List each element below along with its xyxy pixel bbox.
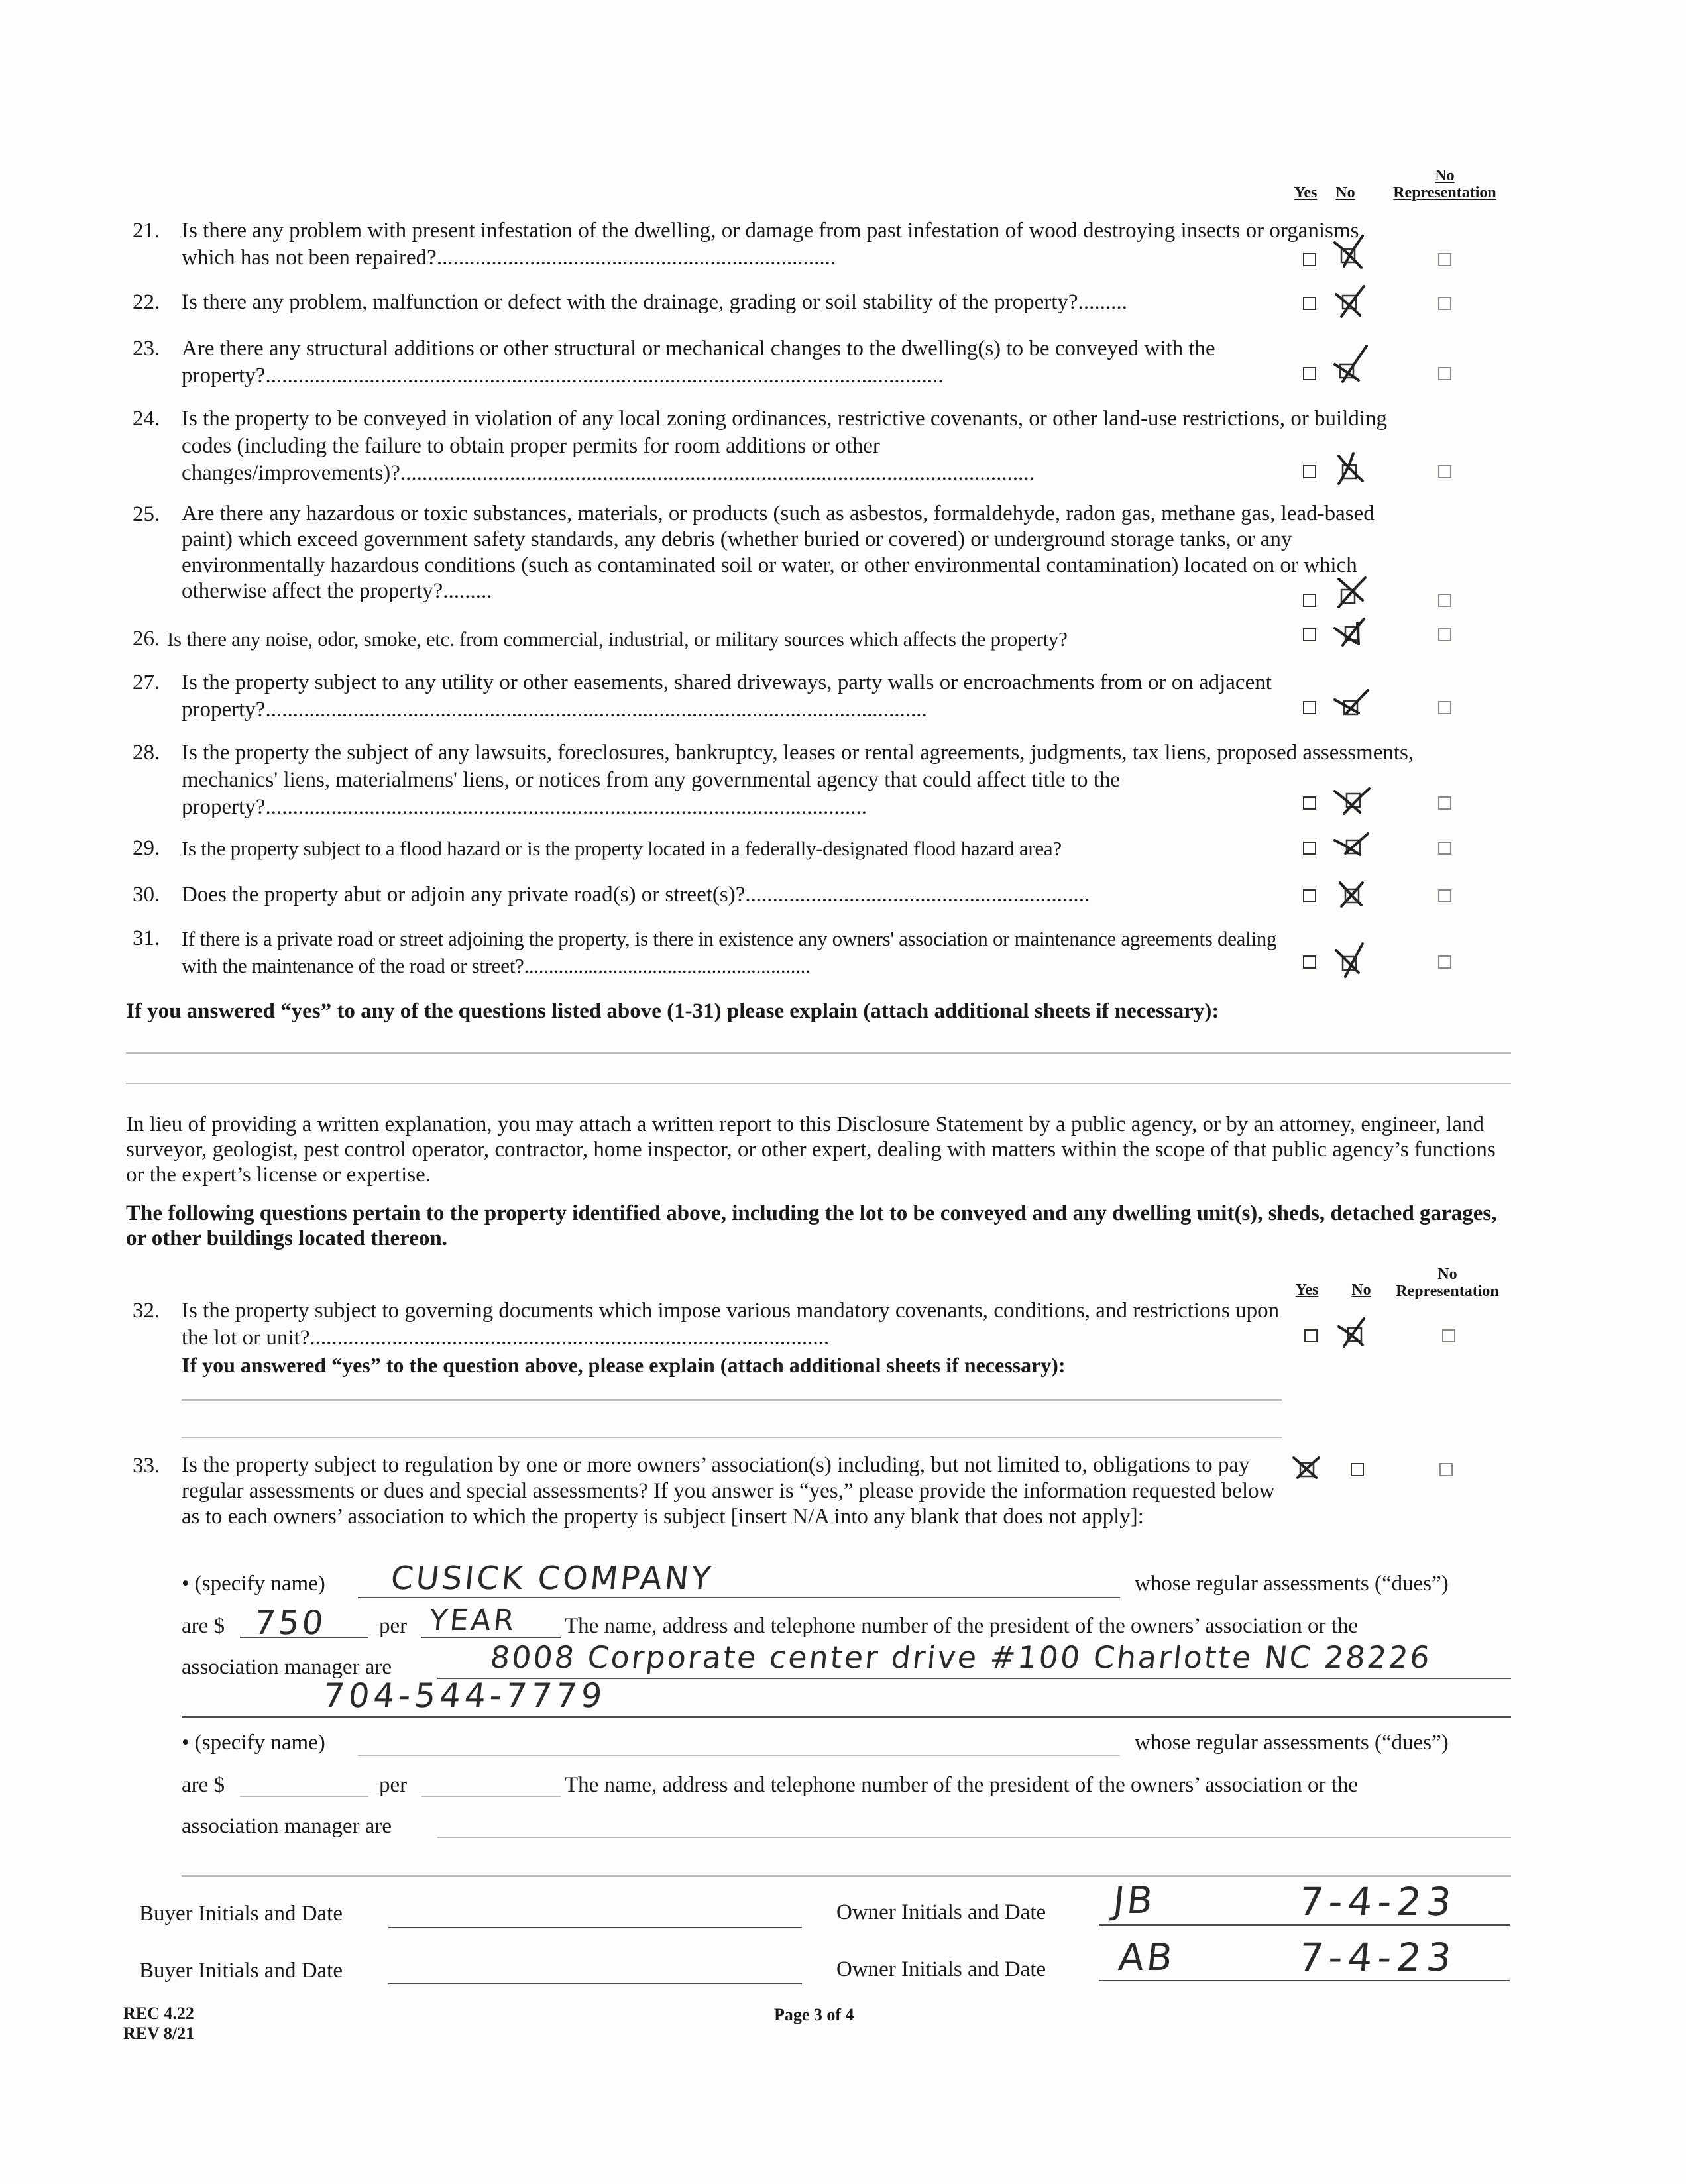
q32-norep-checkbox[interactable] xyxy=(1442,1329,1455,1342)
question-number: 24. xyxy=(133,407,160,431)
question-text: Is there any problem with present infestation of the dwelling, or damage from past infestation of wood destroying insects or organisms which has not been repaired?......................................................................... xyxy=(182,219,1359,270)
owner1-label: Owner Initials and Date xyxy=(836,1900,1046,1924)
q26-norep-checkbox[interactable] xyxy=(1438,628,1451,641)
q33-yes-checkmark[interactable] xyxy=(1291,1451,1333,1490)
assoc1-name-input[interactable]: CUSICK COMPANY xyxy=(389,1560,716,1597)
lieu-paragraph: In lieu of providing a written explanation, you may attach a written report to this Disclosure Statement by a public agency, or by an attorney, engineer, land surveyor, geologist, pest control operator, contractor, home inspector, or other expert, dealing with matters within the scope of that public agency’s functions or the expert’s license or expertise. xyxy=(126,1113,1496,1187)
buyer1-label: Buyer Initials and Date xyxy=(139,1902,343,1926)
q33-no-checkbox[interactable] xyxy=(1351,1463,1364,1476)
q28-yes-checkbox[interactable] xyxy=(1303,796,1316,810)
q25-yes-checkbox[interactable] xyxy=(1303,594,1316,607)
col-norep-line2: Representation xyxy=(1396,1283,1499,1300)
assoc2-manager-label: association manager are xyxy=(182,1814,392,1838)
assoc1-period-input[interactable]: YEAR xyxy=(427,1604,519,1637)
assoc2-address-line-2[interactable] xyxy=(182,1875,1511,1877)
col-yes-header: Yes xyxy=(1294,184,1318,201)
q25-no-checkmark[interactable] xyxy=(1332,574,1375,612)
q30-yes-checkbox[interactable] xyxy=(1303,889,1316,902)
q21-norep-checkbox[interactable] xyxy=(1438,253,1451,266)
question-text: Is the property the subject of any lawsuits, foreclosures, bankruptcy, leases or rental agreements, judgments, tax liens, proposed assessments, mechanics' liens, materialmens' liens, or notices from any governmental agency that could affect title to the property?.............................................................................................................. xyxy=(182,741,1414,819)
question-text: Is there any noise, odor, smoke, etc. from commercial, industrial, or military sources which affects the property? xyxy=(167,628,1068,651)
question-text: Is the property subject to a flood hazard or is the property located in a federally-designated flood hazard area? xyxy=(182,837,1062,860)
assoc2-specify-label: • (specify name) xyxy=(182,1731,325,1755)
question-number: 30. xyxy=(133,883,160,906)
assoc1-address-input[interactable]: 8008 Corporate center drive #100 Charlotte NC 28226 xyxy=(488,1639,1433,1675)
q31-yes-checkbox[interactable] xyxy=(1303,956,1316,969)
question-number: 21. xyxy=(133,219,160,243)
q27-yes-checkbox[interactable] xyxy=(1303,701,1316,714)
q32-explain-line-2[interactable] xyxy=(182,1437,1282,1438)
form-code xyxy=(123,2004,194,2044)
q31-norep-checkbox[interactable] xyxy=(1438,956,1451,969)
q29-norep-checkbox[interactable] xyxy=(1438,842,1451,855)
owner2-line xyxy=(1099,1980,1510,1981)
assoc1-per-label: per xyxy=(379,1614,408,1638)
q22-no-checkmark[interactable] xyxy=(1332,282,1375,321)
assoc2-are-label: are $ xyxy=(182,1773,225,1797)
q27-norep-checkbox[interactable] xyxy=(1438,701,1451,714)
col-norep-line1: No xyxy=(1435,167,1455,184)
q32-no-checkmark[interactable] xyxy=(1335,1316,1377,1354)
question-number: 23. xyxy=(133,337,160,360)
assoc2-per-label: per xyxy=(379,1773,408,1797)
question-text: Is the property subject to regulation by one or more owners’ association(s) including, but not limited to, obligations to pay regular assessments or dues and special assessments? If you answer is “yes,” please provide the information requested below as to each owners’ association to which the property is subject [insert N/A into any blank that does not apply]: xyxy=(182,1453,1275,1529)
assoc2-address-line[interactable] xyxy=(437,1837,1511,1838)
q28-norep-checkbox[interactable] xyxy=(1438,796,1451,810)
col-norep-line2: Representation xyxy=(1393,184,1496,201)
buyer1-line[interactable] xyxy=(388,1927,802,1928)
q31-no-checkmark[interactable] xyxy=(1332,942,1375,981)
buyer2-label: Buyer Initials and Date xyxy=(139,1959,343,1983)
col-norep-line1: No xyxy=(1437,1266,1457,1283)
q32-explain-line-1[interactable] xyxy=(182,1399,1282,1401)
question-text: Are there any structural additions or other structural or mechanical changes to the dwelling(s) to be conveyed with the property?............................................................................................................................ xyxy=(182,337,1215,388)
following-paragraph: The following questions pertain to the property identified above, including the lot to be conveyed and any dwelling unit(s), sheds, detached garages, or other buildings located thereon. xyxy=(126,1201,1497,1250)
owner2-date-input[interactable]: 7-4-23 xyxy=(1296,1935,1459,1980)
q30-norep-checkbox[interactable] xyxy=(1438,889,1451,902)
explain-line-1[interactable] xyxy=(126,1052,1511,1054)
q22-norep-checkbox[interactable] xyxy=(1438,297,1451,310)
q29-yes-checkbox[interactable] xyxy=(1303,842,1316,855)
q23-no-checkmark[interactable] xyxy=(1332,345,1375,383)
q27-no-checkmark[interactable] xyxy=(1332,685,1375,724)
question-text: If there is a private road or street adjoining the property, is there in existence any owners' association or maintenance agreements dealing with the maintenance of the road or street?.......................................................... xyxy=(182,927,1277,977)
explain-heading: If you answered “yes” to any of the questions listed above (1-31) please explain (attach additional sheets if necessary): xyxy=(126,999,1219,1023)
assoc1-amount-input[interactable]: 750 xyxy=(252,1604,328,1642)
assoc1-name-line xyxy=(358,1597,1120,1598)
explain-line-2[interactable] xyxy=(126,1083,1511,1084)
question-text: Is the property subject to any utility or other easements, shared driveways, party walls or encroachments from or on adjacent property?......................................................................................................................... xyxy=(182,671,1272,722)
q26-no-checkmark[interactable] xyxy=(1332,616,1375,655)
q21-yes-checkbox[interactable] xyxy=(1303,253,1316,266)
assoc2-amount-line[interactable] xyxy=(240,1796,368,1797)
page-number: Page 3 of 4 xyxy=(774,2005,854,2024)
owner2-label: Owner Initials and Date xyxy=(836,1957,1046,1981)
q29-no-checkmark[interactable] xyxy=(1332,827,1375,865)
owner1-initials-input[interactable]: JB xyxy=(1111,1879,1158,1922)
q24-yes-checkbox[interactable] xyxy=(1303,465,1316,478)
question-number: 32. xyxy=(133,1299,160,1323)
q30-no-checkmark[interactable] xyxy=(1332,877,1375,916)
assoc1-phone-input[interactable]: 704-544-7779 xyxy=(321,1676,608,1715)
question-number: 22. xyxy=(133,290,160,314)
col-norep-header-2 xyxy=(1388,1266,1507,1300)
col-no-header: No xyxy=(1335,184,1355,201)
q23-norep-checkbox[interactable] xyxy=(1438,367,1451,380)
form-code-text: REC 4.22 xyxy=(123,2004,194,2023)
assoc2-president-text: The name, address and telephone number of the president of the owners’ association or the xyxy=(565,1773,1359,1797)
assoc1-specify-label: • (specify name) xyxy=(182,1572,325,1596)
col-norep-header xyxy=(1385,167,1504,201)
revision-text: REV 8/21 xyxy=(123,2024,195,2043)
assoc1-address-line-2 xyxy=(182,1716,1511,1718)
assoc2-name-line[interactable] xyxy=(358,1755,1120,1756)
assoc1-are-label: are $ xyxy=(182,1614,225,1638)
assoc1-president-text: The name, address and telephone number of the president of the owners’ association or the xyxy=(565,1614,1359,1638)
question-number: 28. xyxy=(133,741,160,765)
owner1-line xyxy=(1099,1924,1510,1926)
q22-yes-checkbox[interactable] xyxy=(1303,297,1316,310)
owner1-date-input[interactable]: 7-4-23 xyxy=(1296,1879,1459,1924)
assoc1-dues-label: whose regular assessments (“dues”) xyxy=(1135,1572,1449,1596)
q32-yes-checkbox[interactable] xyxy=(1304,1329,1318,1342)
buyer2-line[interactable] xyxy=(388,1983,802,1984)
q24-no-checkmark[interactable] xyxy=(1332,451,1375,489)
question-number: 26. xyxy=(133,627,160,651)
q33-norep-checkbox[interactable] xyxy=(1439,1463,1453,1476)
assoc2-dues-label: whose regular assessments (“dues”) xyxy=(1135,1731,1449,1755)
question-text: Is there any problem, malfunction or defect with the drainage, grading or soil stability of the property?......... xyxy=(182,290,1127,314)
question-number: 31. xyxy=(133,926,160,950)
question-number: 27. xyxy=(133,671,160,694)
col-yes-header-2: Yes xyxy=(1295,1282,1319,1299)
q32-explain: If you answered “yes” to the question above, please explain (attach additional sheets if necessary): xyxy=(182,1353,1066,1377)
question-text: Is the property to be conveyed in violation of any local zoning ordinances, restrictive covenants, or other land-use restrictions, or building codes (including the failure to obtain proper permits for room additions or other changes/improvements)?.................................................................................................................... xyxy=(182,407,1388,485)
col-no-header-2: No xyxy=(1351,1282,1371,1299)
q26-yes-checkbox[interactable] xyxy=(1303,628,1316,641)
q28-no-checkmark[interactable] xyxy=(1332,782,1375,820)
assoc1-manager-label: association manager are xyxy=(182,1655,392,1679)
question-number: 29. xyxy=(133,836,160,860)
q24-norep-checkbox[interactable] xyxy=(1438,465,1451,478)
question-text: Does the property abut or adjoin any private road(s) or street(s)?............................................................... xyxy=(182,883,1090,906)
question-text: Are there any hazardous or toxic substances, materials, or products (such as asbestos, formaldehyde, radon gas, methane gas, lead-based paint) which exceed government safety standards, any debris (whether buried or covered) or underground storage tanks, or any environmentally hazardous conditions (such as contaminated soil or water, or other environmental contamination) located on or which otherwise affect the property?......... xyxy=(182,502,1375,603)
q21-no-checkmark[interactable] xyxy=(1332,233,1375,272)
q25-norep-checkbox[interactable] xyxy=(1438,594,1451,607)
assoc2-period-line[interactable] xyxy=(422,1796,561,1797)
question-text: Is the property subject to governing documents which impose various mandatory covenants, conditions, and restrictions upon the lot or unit?............................................................................................... xyxy=(182,1299,1280,1350)
q23-yes-checkbox[interactable] xyxy=(1303,367,1316,380)
question-number: 33. xyxy=(133,1454,160,1478)
owner2-initials-input[interactable]: AB xyxy=(1116,1936,1178,1979)
question-number: 25. xyxy=(133,502,160,526)
